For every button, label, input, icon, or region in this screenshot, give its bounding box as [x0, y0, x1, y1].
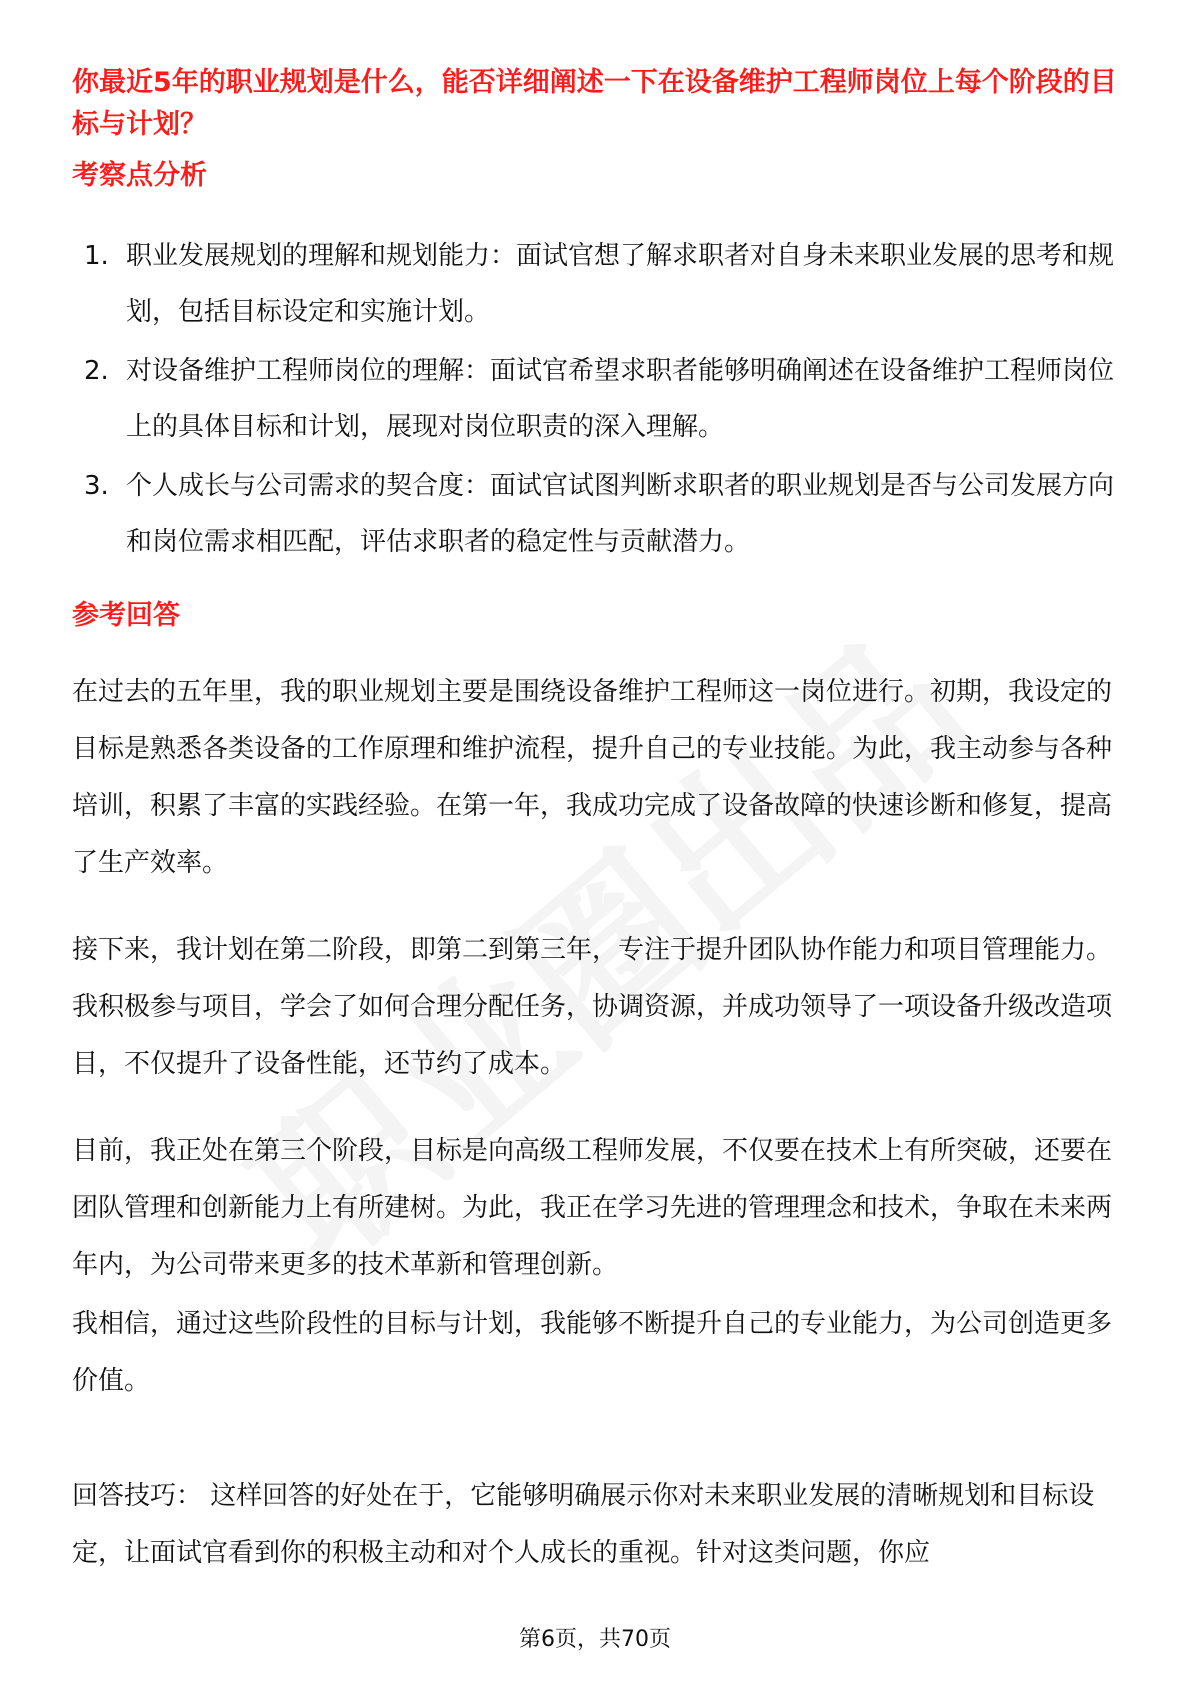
analysis-points-list	[84, 228, 1124, 573]
answer-tips-paragraph: 回答技巧： 这样回答的好处在于，它能够明确展示你对未来职业发展的清晰规划和目标设定，让面试官看到你的积极主动和对个人成长的重视。针对这类问题，你应	[72, 1481, 1095, 1568]
analysis-point	[84, 343, 1124, 455]
question-heading: 你最近5年的职业规划是什么，能否详细阐述一下在设备维护工程师岗位上每个阶段的目标与计划？	[72, 67, 1117, 140]
analysis-section-title: 考察点分析	[72, 160, 207, 191]
point-text: 职业发展规划的理解和规划能力：面试官想了解求职者对自身未来职业发展的思考和规划，包括目标设定和实施计划。	[126, 241, 1115, 327]
answer-paragraph: 我相信，通过这些阶段性的目标与计划，我能够不断提升自己的专业能力，为公司创造更多价值。	[72, 1309, 1113, 1396]
answer-section-title: 参考回答	[72, 600, 180, 631]
point-number: 1.	[84, 241, 109, 271]
point-number: 2.	[84, 356, 109, 386]
point-text: 对设备维护工程师岗位的理解：面试官希望求职者能够明确阐述在设备维护工程师岗位上的具体目标和计划，展现对岗位职责的深入理解。	[126, 356, 1115, 442]
answer-paragraph: 接下来，我计划在第二阶段，即第二到第三年，专注于提升团队协作能力和项目管理能力。我积极参与项目，学会了如何合理分配任务，协调资源，并成功领导了一项设备升级改造项目，不仅提升了设备性能，还节约了成本。	[72, 935, 1113, 1079]
answer-paragraph: 目前，我正处在第三个阶段，目标是向高级工程师发展，不仅要在技术上有所突破，还要在团队管理和创新能力上有所建树。为此，我正在学习先进的管理理念和技术，争取在未来两年内，为公司带来更多的技术革新和管理创新。	[72, 1136, 1113, 1280]
analysis-point	[84, 458, 1124, 570]
answer-paragraph: 在过去的五年里，我的职业规划主要是围绕设备维护工程师这一岗位进行。初期，我设定的目标是熟悉各类设备的工作原理和维护流程，提升自己的专业技能。为此，我主动参与各种培训，积累了丰富的实践经验。在第一年，我成功完成了设备故障的快速诊断和修复，提高了生产效率。	[72, 677, 1113, 878]
point-text: 个人成长与公司需求的契合度：面试官试图判断求职者的职业规划是否与公司发展方向和岗位需求相匹配，评估求职者的稳定性与贡献潜力。	[126, 471, 1115, 557]
page-footer: 第6页，共70页	[519, 1627, 671, 1652]
point-number: 3.	[84, 471, 109, 501]
analysis-point	[84, 228, 1124, 340]
